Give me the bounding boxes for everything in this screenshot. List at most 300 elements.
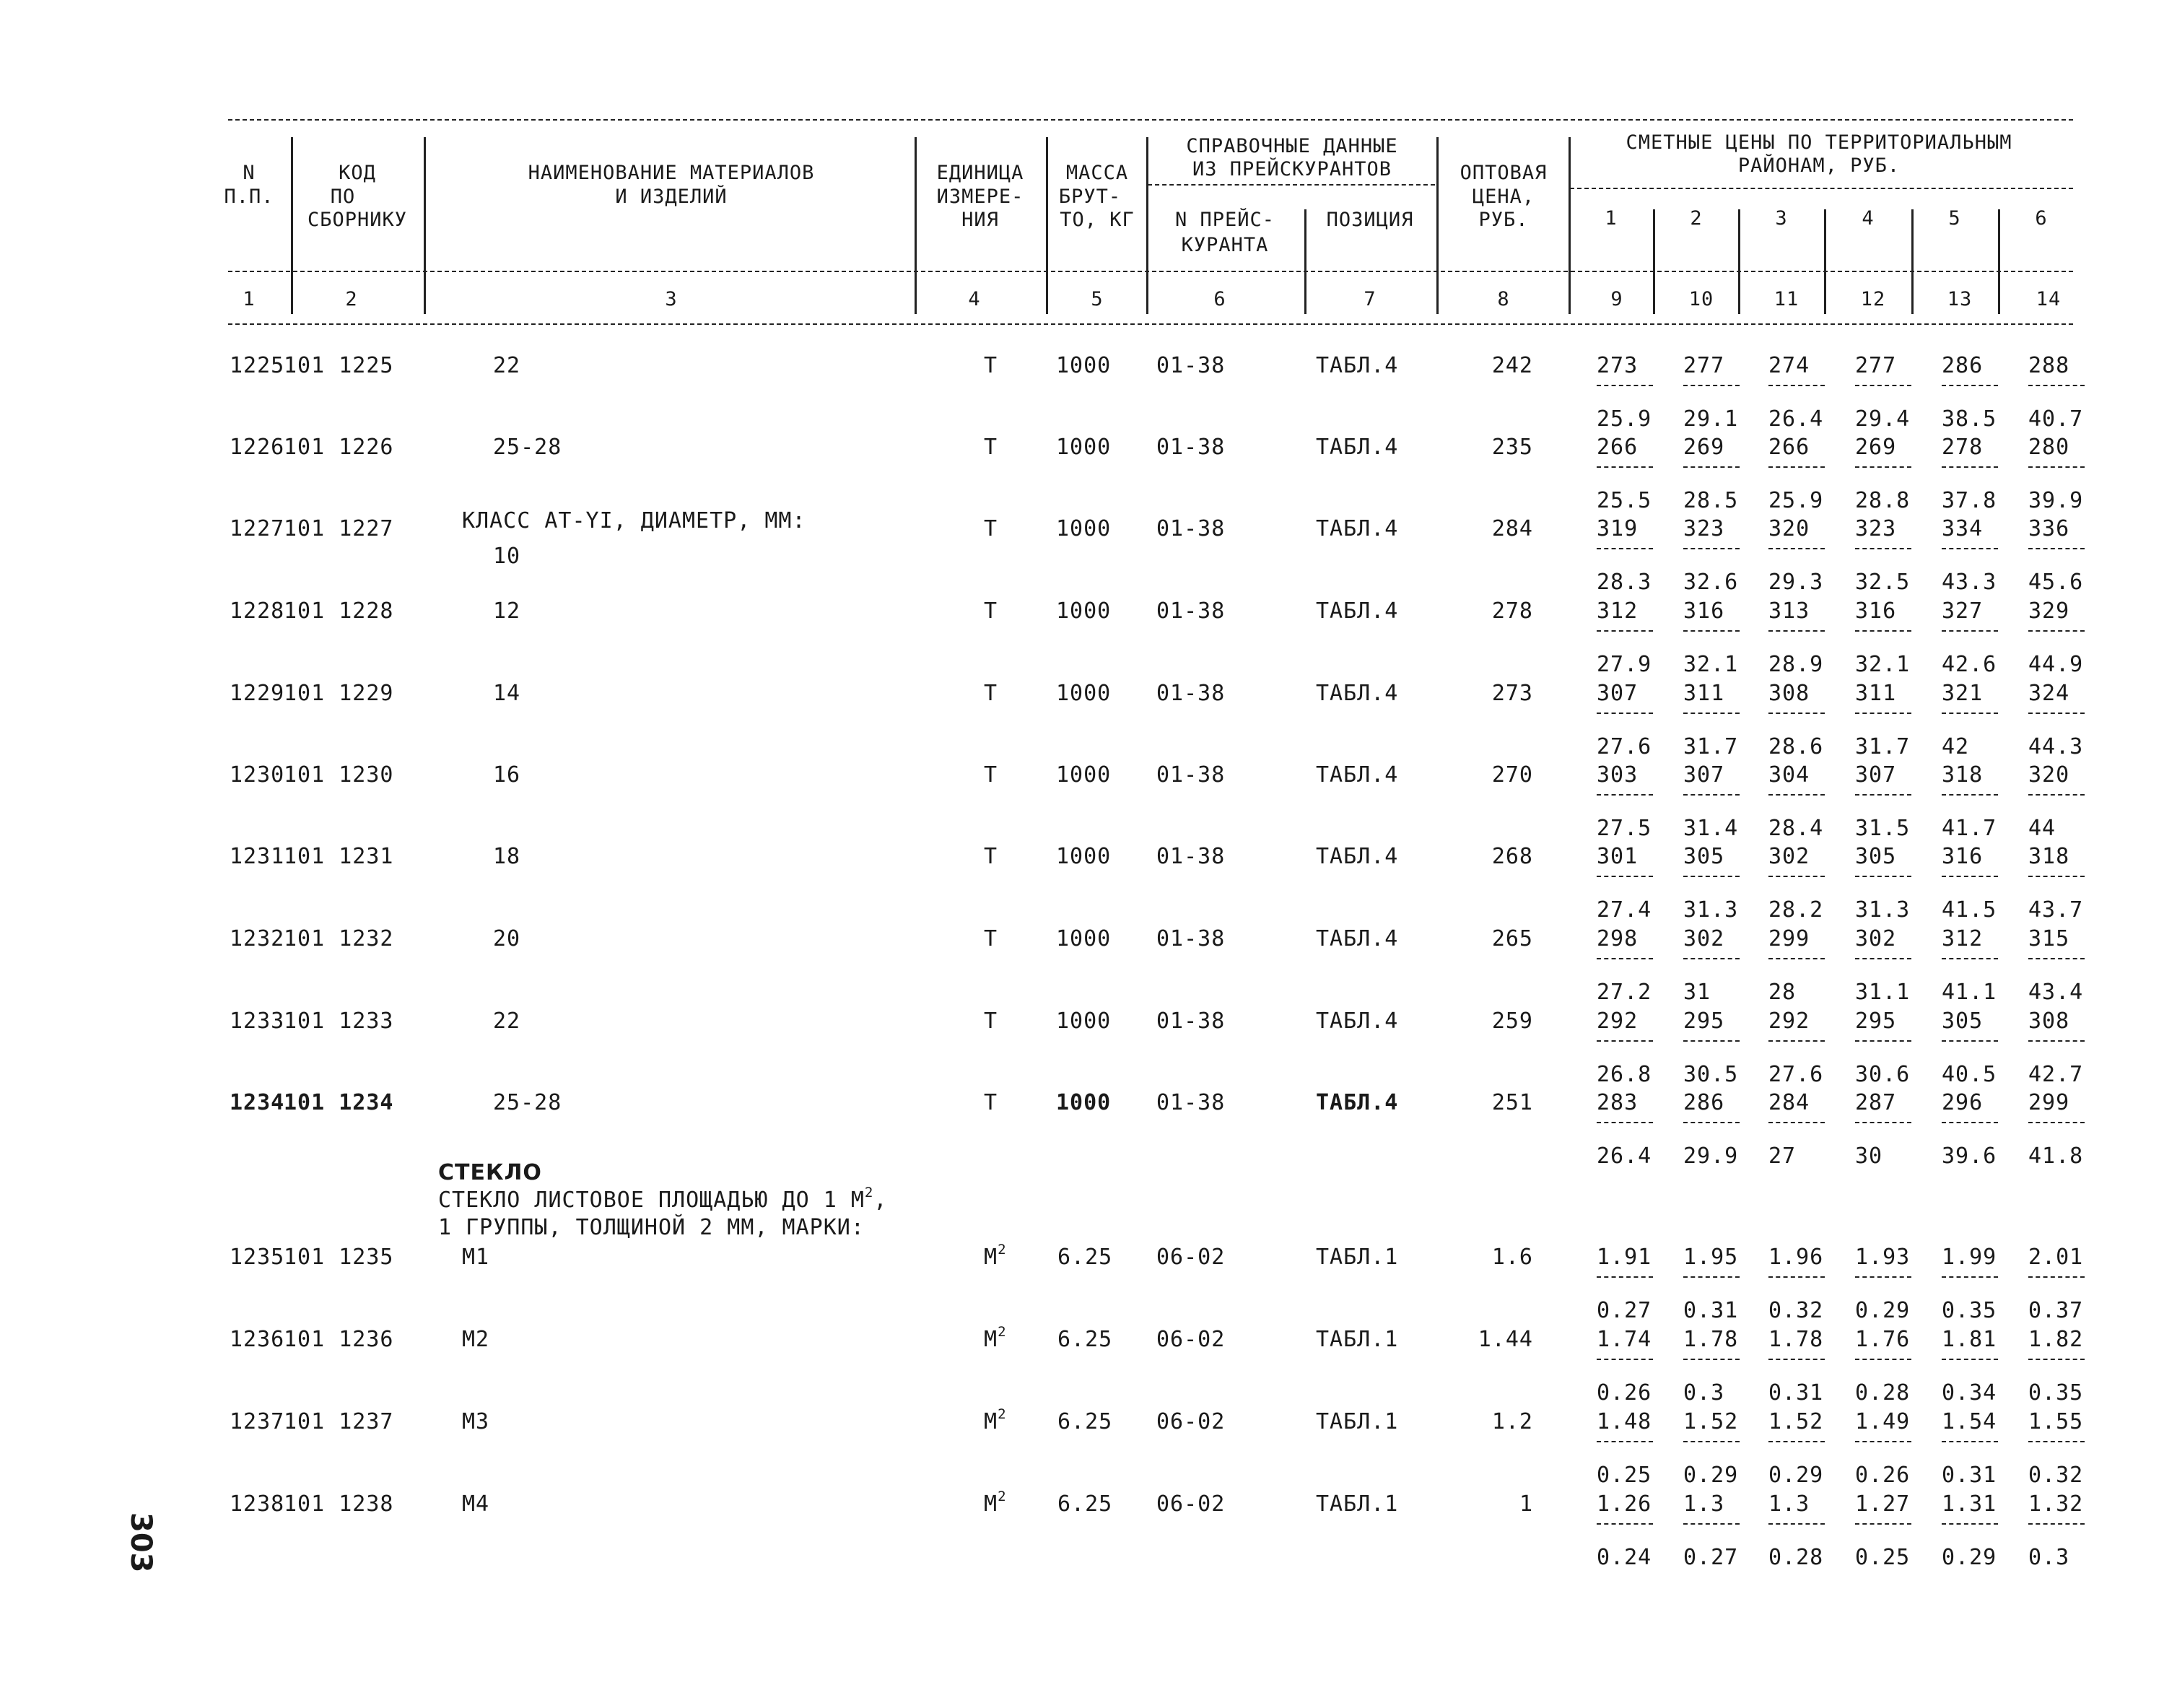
row-unit-sup: 2 xyxy=(998,1406,1007,1422)
row-wholesale: 268 xyxy=(1491,844,1533,869)
row-transport: 0.25 xyxy=(1855,1545,1911,1570)
row-est-price: 1.99 xyxy=(1942,1245,1997,1270)
vdiv-13 xyxy=(1998,209,2000,314)
colnum-13: 13 xyxy=(1947,288,1973,310)
row-price-divider xyxy=(2028,876,2085,877)
row-transport: 29.4 xyxy=(1855,406,1911,432)
row-transport: 27.2 xyxy=(1597,980,1652,1005)
vdiv-11 xyxy=(1824,209,1826,314)
row-position: ТАБЛ.1 xyxy=(1316,1245,1399,1270)
row-transport: 0.3 xyxy=(2028,1545,2070,1570)
row-transport: 40.7 xyxy=(2028,406,2084,432)
row-est-price: 273 xyxy=(1597,353,1639,378)
row-est-price: 1.74 xyxy=(1597,1327,1652,1352)
hdr-mass-2: БРУТ- xyxy=(1058,186,1122,208)
row-number: 1231 xyxy=(230,844,285,869)
row-pricelist: 06-02 xyxy=(1156,1491,1226,1517)
row-transport: 28.6 xyxy=(1768,734,1824,759)
row-mass: 1000 xyxy=(1056,435,1112,460)
row-est-price: 274 xyxy=(1768,353,1810,378)
row-number: 1234 xyxy=(230,1090,285,1115)
row-transport: 43.3 xyxy=(1942,570,1997,595)
row-wholesale: 278 xyxy=(1491,598,1533,624)
colnum-2: 2 xyxy=(345,288,358,310)
row-transport: 43.7 xyxy=(2028,897,2084,923)
row-transport: 32.6 xyxy=(1683,570,1739,595)
row-est-price: 308 xyxy=(1768,681,1810,706)
row-unit xyxy=(984,1242,1007,1270)
row-est-price: 323 xyxy=(1855,516,1897,541)
row-wholesale: 251 xyxy=(1491,1090,1533,1115)
row-name: 25-28 xyxy=(493,1090,562,1115)
row-transport: 25.9 xyxy=(1597,406,1652,432)
row-transport: 26.4 xyxy=(1597,1143,1652,1169)
row-price-divider xyxy=(1942,1040,1998,1042)
row-price-divider xyxy=(1942,876,1998,877)
row-code: 101 1237 xyxy=(284,1409,394,1434)
row-est-price: 292 xyxy=(1768,1008,1810,1034)
row-est-price: 269 xyxy=(1855,435,1897,460)
row-transport: 28 xyxy=(1768,980,1797,1005)
row-transport: 27.4 xyxy=(1597,897,1652,923)
row-price-divider xyxy=(1942,1441,1998,1442)
row-price-divider xyxy=(1855,1523,1911,1525)
row-price-divider xyxy=(1855,385,1911,386)
row-price-divider xyxy=(2028,548,2085,549)
row-transport: 45.6 xyxy=(2028,570,2084,595)
row-price-divider xyxy=(1768,1276,1825,1278)
row-unit-text: Т xyxy=(984,681,998,706)
row-unit-text: Т xyxy=(984,353,998,378)
row-est-price: 308 xyxy=(2028,1008,2070,1034)
row-est-price: 286 xyxy=(1683,1090,1725,1115)
row-unit-text: М xyxy=(984,1327,998,1352)
row-price-divider xyxy=(1768,1359,1825,1360)
row-transport: 38.5 xyxy=(1942,406,1997,432)
region-6: 6 xyxy=(2035,207,2048,230)
row-est-price: 316 xyxy=(1683,598,1725,624)
hdr-code-1: КОД xyxy=(339,162,376,184)
row-number: 1233 xyxy=(230,1008,285,1034)
row-price-divider xyxy=(1597,958,1653,959)
row-price-divider xyxy=(1683,794,1740,796)
hdr-est-2: РАЙОНАМ, РУБ. xyxy=(1737,154,1901,177)
row-code: 101 1235 xyxy=(284,1245,394,1270)
row-est-price: 321 xyxy=(1942,681,1984,706)
row-transport: 42 xyxy=(1942,734,1970,759)
row-transport: 0.28 xyxy=(1768,1545,1824,1570)
row-price-divider xyxy=(1768,466,1825,468)
row-transport: 40.5 xyxy=(1942,1062,1997,1087)
row-est-price: 1.93 xyxy=(1855,1245,1911,1270)
row-price-divider xyxy=(1942,466,1998,468)
hdr-pk-1: N ПРЕЙС- xyxy=(1174,209,1275,231)
row-price-divider xyxy=(1942,958,1998,959)
row-price-divider xyxy=(1597,466,1653,468)
row-number: 1230 xyxy=(230,762,285,788)
row-est-price: 1.91 xyxy=(1597,1245,1652,1270)
colnum-12: 12 xyxy=(1860,288,1886,310)
row-price-divider xyxy=(1942,713,1998,714)
row-position: ТАБЛ.4 xyxy=(1316,926,1399,951)
row-mass: 1000 xyxy=(1056,844,1112,869)
row-price-divider xyxy=(1597,1441,1653,1442)
row-mass: 1000 xyxy=(1056,681,1112,706)
row-price-divider xyxy=(1855,1441,1911,1442)
row-name: М1 xyxy=(462,1245,490,1270)
row-position: ТАБЛ.1 xyxy=(1316,1491,1399,1517)
row-est-price: 307 xyxy=(1855,762,1897,788)
row-mass: 1000 xyxy=(1056,353,1112,378)
row-number: 1228 xyxy=(230,598,285,624)
row-unit xyxy=(984,437,998,458)
row-unit xyxy=(984,846,998,868)
row-est-price: 311 xyxy=(1855,681,1897,706)
region-2: 2 xyxy=(1690,207,1703,230)
row-code: 101 1233 xyxy=(284,1008,394,1034)
vdiv-9 xyxy=(1653,209,1655,314)
row-mass: 6.25 xyxy=(1057,1327,1113,1352)
row-transport: 28.8 xyxy=(1855,488,1911,513)
colnum-6: 6 xyxy=(1213,288,1226,310)
row-transport: 43.4 xyxy=(2028,980,2084,1005)
row-number: 1227 xyxy=(230,516,285,541)
row-pricelist: 01-38 xyxy=(1156,1008,1226,1034)
row-est-price: 1.54 xyxy=(1942,1409,1997,1434)
row-transport: 42.6 xyxy=(1942,652,1997,677)
row-est-price: 315 xyxy=(2028,926,2070,951)
hdr-unit-1: ЕДИНИЦА xyxy=(936,162,1024,184)
row-est-price: 334 xyxy=(1942,516,1984,541)
row-price-divider xyxy=(2028,1523,2085,1525)
row-code: 101 1227 xyxy=(284,516,394,541)
row-est-price: 320 xyxy=(2028,762,2070,788)
row-name: 18 xyxy=(493,844,521,869)
row-pricelist: 01-38 xyxy=(1156,435,1226,460)
row-position: ТАБЛ.4 xyxy=(1316,435,1399,460)
row-code: 101 1236 xyxy=(284,1327,394,1352)
row-pricelist: 01-38 xyxy=(1156,844,1226,869)
row-price-divider xyxy=(1683,1276,1740,1278)
page-number: 303 xyxy=(124,1512,157,1573)
row-transport: 27 xyxy=(1768,1143,1797,1169)
row-mass: 6.25 xyxy=(1057,1491,1113,1517)
row-wholesale: 235 xyxy=(1491,435,1533,460)
vdiv-5 xyxy=(1146,137,1148,314)
row-est-price: 2.01 xyxy=(2028,1245,2084,1270)
row-code: 101 1226 xyxy=(284,435,394,460)
row-code: 101 1232 xyxy=(284,926,394,951)
row-wholesale: 273 xyxy=(1491,681,1533,706)
row-price-divider xyxy=(1855,1359,1911,1360)
row-price-divider xyxy=(1683,713,1740,714)
row-pricelist: 01-38 xyxy=(1156,1090,1226,1115)
vdiv-7 xyxy=(1436,137,1439,314)
row-unit-text: Т xyxy=(984,435,998,460)
row-est-price: 1.76 xyxy=(1855,1327,1911,1352)
row-est-price: 307 xyxy=(1683,762,1725,788)
row-est-price: 320 xyxy=(1768,516,1810,541)
row-est-price: 287 xyxy=(1855,1090,1897,1115)
hdr-pos: ПОЗИЦИЯ xyxy=(1326,209,1414,231)
row-price-divider xyxy=(1683,466,1740,468)
row-name: 16 xyxy=(493,762,521,788)
row-wholesale: 242 xyxy=(1491,353,1533,378)
row-price-divider xyxy=(2028,1359,2085,1360)
row-name: М2 xyxy=(462,1327,490,1352)
row-est-price: 312 xyxy=(1597,598,1639,624)
row-transport: 0.28 xyxy=(1855,1380,1911,1406)
row-transport: 0.26 xyxy=(1855,1463,1911,1488)
row-est-price: 277 xyxy=(1683,353,1725,378)
row-price-divider xyxy=(1855,958,1911,959)
row-unit-text: М xyxy=(984,1409,998,1434)
row-est-price: 292 xyxy=(1597,1008,1639,1034)
row-est-price: 284 xyxy=(1768,1090,1810,1115)
row-est-price: 299 xyxy=(2028,1090,2070,1115)
row-price-divider xyxy=(1597,794,1653,796)
row-name: 20 xyxy=(493,926,521,951)
row-est-price: 1.3 xyxy=(1683,1491,1725,1517)
row-transport: 0.35 xyxy=(2028,1380,2084,1406)
row-mass: 1000 xyxy=(1056,598,1112,624)
row-price-divider xyxy=(1683,958,1740,959)
row-est-price: 303 xyxy=(1597,762,1639,788)
row-transport: 0.26 xyxy=(1597,1380,1652,1406)
row-number: 1237 xyxy=(230,1409,285,1434)
row-est-price: 299 xyxy=(1768,926,1810,951)
row-price-divider xyxy=(1942,1276,1998,1278)
row-transport: 31.7 xyxy=(1855,734,1911,759)
row-unit xyxy=(984,518,998,540)
row-transport: 28.4 xyxy=(1768,816,1824,841)
row-transport: 0.29 xyxy=(1855,1298,1911,1323)
row-transport: 25.9 xyxy=(1768,488,1824,513)
row-transport: 44 xyxy=(2028,816,2056,841)
row-est-price: 302 xyxy=(1768,844,1810,869)
row-price-divider xyxy=(1597,630,1653,632)
row-unit-text: Т xyxy=(984,1008,998,1034)
row-name: 25-28 xyxy=(493,435,562,460)
row-price-divider xyxy=(1855,876,1911,877)
row-est-price: 336 xyxy=(2028,516,2070,541)
row-transport: 44.9 xyxy=(2028,652,2084,677)
row-unit xyxy=(984,1008,998,1034)
row-position: ТАБЛ.4 xyxy=(1316,353,1399,378)
row-position: ТАБЛ.4 xyxy=(1316,844,1399,869)
row-price-divider xyxy=(1855,1040,1911,1042)
row-est-price: 307 xyxy=(1597,681,1639,706)
row-price-divider xyxy=(1942,630,1998,632)
row-pricelist: 06-02 xyxy=(1156,1245,1226,1270)
row-price-divider xyxy=(1768,1523,1825,1525)
row-position: ТАБЛ.4 xyxy=(1316,1008,1399,1034)
hdr-name-1: НАИМЕНОВАНИЕ МАТЕРИАЛОВ xyxy=(528,162,815,184)
row-position: ТАБЛ.1 xyxy=(1316,1409,1399,1434)
colnum-8: 8 xyxy=(1497,288,1510,310)
row-pricelist: 01-38 xyxy=(1156,353,1226,378)
row-price-divider xyxy=(1768,385,1825,386)
row-transport: 30 xyxy=(1855,1143,1883,1169)
row-mass: 1000 xyxy=(1056,1090,1112,1115)
row-price-divider xyxy=(1597,876,1653,877)
row-price-divider xyxy=(1683,385,1740,386)
row-price-divider xyxy=(1597,1040,1653,1042)
row-est-price: 1.52 xyxy=(1683,1409,1739,1434)
row-code: 101 1225 xyxy=(284,353,394,378)
header-bottom-rule xyxy=(228,271,2073,272)
row-unit xyxy=(984,764,998,786)
row-position: ТАБЛ.4 xyxy=(1316,598,1399,624)
section-title: СТЕКЛО xyxy=(438,1160,542,1185)
row-price-divider xyxy=(1683,1122,1740,1123)
row-unit xyxy=(984,683,998,705)
row-transport: 31.7 xyxy=(1683,734,1739,759)
colnum-10: 10 xyxy=(1688,288,1714,310)
row-unit xyxy=(984,355,998,377)
hdr-name-2: И ИЗДЕЛИЙ xyxy=(615,186,728,208)
row-transport: 0.31 xyxy=(1683,1298,1739,1323)
row-mass: 6.25 xyxy=(1057,1245,1113,1270)
row-est-price: 1.95 xyxy=(1683,1245,1739,1270)
row-transport: 0.29 xyxy=(1683,1463,1739,1488)
row-price-divider xyxy=(1855,630,1911,632)
row-price-divider xyxy=(1855,1276,1911,1278)
row-pricelist: 01-38 xyxy=(1156,762,1226,788)
row-name: 14 xyxy=(493,681,521,706)
colnum-7: 7 xyxy=(1364,288,1377,310)
row-transport: 27.9 xyxy=(1597,652,1652,677)
row-code: 101 1234 xyxy=(284,1090,394,1115)
row-transport: 0.29 xyxy=(1942,1545,1997,1570)
row-pricelist: 06-02 xyxy=(1156,1409,1226,1434)
row-price-divider xyxy=(1942,1359,1998,1360)
row-price-divider xyxy=(1597,1523,1653,1525)
row-price-divider xyxy=(2028,466,2085,468)
row-wholesale: 259 xyxy=(1491,1008,1533,1034)
hdr-whole-1: ОПТОВАЯ xyxy=(1460,162,1548,184)
vdiv-6 xyxy=(1304,209,1306,314)
row-price-divider xyxy=(2028,1040,2085,1042)
row-position: ТАБЛ.1 xyxy=(1316,1327,1399,1352)
row-transport: 0.32 xyxy=(1768,1298,1824,1323)
header-top-rule xyxy=(228,119,2073,121)
row-transport: 29.9 xyxy=(1683,1143,1739,1169)
est-split-rule xyxy=(1570,188,2073,189)
colnum-3: 3 xyxy=(665,288,678,310)
row-unit xyxy=(984,928,998,950)
row-price-divider xyxy=(1942,385,1998,386)
row-transport: 27.6 xyxy=(1768,1062,1824,1087)
row-price-divider xyxy=(1597,1122,1653,1123)
row-price-divider xyxy=(1683,548,1740,549)
row-unit-text: М xyxy=(984,1491,998,1517)
hdr-unit-3: НИЯ xyxy=(961,209,999,231)
row-name: М3 xyxy=(462,1409,490,1434)
row-transport: 31.1 xyxy=(1855,980,1911,1005)
row-est-price: 1.82 xyxy=(2028,1327,2084,1352)
row-unit-text: Т xyxy=(984,762,998,788)
row-number: 1235 xyxy=(230,1245,285,1270)
row-price-divider xyxy=(1597,1276,1653,1278)
row-est-price: 266 xyxy=(1597,435,1639,460)
row-price-divider xyxy=(2028,794,2085,796)
row-code: 101 1228 xyxy=(284,598,394,624)
row-transport: 30.6 xyxy=(1855,1062,1911,1087)
hdr-mass-1: МАССА xyxy=(1065,162,1129,184)
row-transport: 0.35 xyxy=(1942,1298,1997,1323)
row-transport: 0.27 xyxy=(1683,1545,1739,1570)
region-3: 3 xyxy=(1775,207,1788,230)
row-transport: 32.5 xyxy=(1855,570,1911,595)
row-est-price: 1.52 xyxy=(1768,1409,1824,1434)
row-position: ТАБЛ.4 xyxy=(1316,681,1399,706)
row-transport: 30.5 xyxy=(1683,1062,1739,1087)
row-est-price: 1.48 xyxy=(1597,1409,1652,1434)
row-price-divider xyxy=(2028,1441,2085,1442)
row-price-divider xyxy=(1855,794,1911,796)
row-transport: 0.29 xyxy=(1768,1463,1824,1488)
colnum-14: 14 xyxy=(2036,288,2062,310)
colnum-5: 5 xyxy=(1091,288,1104,310)
row-price-divider xyxy=(1768,1040,1825,1042)
vdiv-3 xyxy=(915,137,917,314)
row-price-divider xyxy=(1597,385,1653,386)
row-transport: 28.5 xyxy=(1683,488,1739,513)
row-est-price: 1.27 xyxy=(1855,1491,1911,1517)
row-price-divider xyxy=(1683,1523,1740,1525)
row-transport: 31.5 xyxy=(1855,816,1911,841)
row-transport: 0.31 xyxy=(1942,1463,1997,1488)
colnum-9: 9 xyxy=(1610,288,1623,310)
row-price-divider xyxy=(1768,548,1825,549)
row-pricelist: 01-38 xyxy=(1156,681,1226,706)
row-est-price: 286 xyxy=(1942,353,1984,378)
row-name: 22 xyxy=(493,1008,521,1034)
row-transport: 44.3 xyxy=(2028,734,2084,759)
colnum-4: 4 xyxy=(968,288,981,310)
row-price-divider xyxy=(1768,630,1825,632)
row-code: 101 1231 xyxy=(284,844,394,869)
row-price-divider xyxy=(1855,1122,1911,1123)
row-est-price: 277 xyxy=(1855,353,1897,378)
hdr-pp: П.П. xyxy=(224,186,274,208)
row-transport: 0.25 xyxy=(1597,1463,1652,1488)
row-price-divider xyxy=(1597,548,1653,549)
row-unit xyxy=(984,1406,1007,1434)
row-transport: 0.31 xyxy=(1768,1380,1824,1406)
hdr-mass-3: ТО, КГ xyxy=(1060,209,1135,231)
hdr-ref-2: ИЗ ПРЕЙСКУРАНТОВ xyxy=(1192,158,1392,180)
row-transport: 25.5 xyxy=(1597,488,1652,513)
row-transport: 0.24 xyxy=(1597,1545,1652,1570)
row-price-divider xyxy=(1942,548,1998,549)
row-unit-text: Т xyxy=(984,598,998,624)
row-wholesale: 265 xyxy=(1491,926,1533,951)
row-number: 1229 xyxy=(230,681,285,706)
vdiv-4 xyxy=(1046,137,1048,314)
row-transport: 0.34 xyxy=(1942,1380,1997,1406)
row-wholesale: 1.44 xyxy=(1478,1327,1533,1352)
row-transport: 26.8 xyxy=(1597,1062,1652,1087)
row-transport: 39.6 xyxy=(1942,1143,1997,1169)
row-price-divider xyxy=(2028,1276,2085,1278)
row-price-divider xyxy=(1768,713,1825,714)
row-transport: 29.1 xyxy=(1683,406,1739,432)
row-number: 1236 xyxy=(230,1327,285,1352)
hdr-whole-3: РУБ. xyxy=(1478,209,1529,231)
row-est-price: 1.49 xyxy=(1855,1409,1911,1434)
